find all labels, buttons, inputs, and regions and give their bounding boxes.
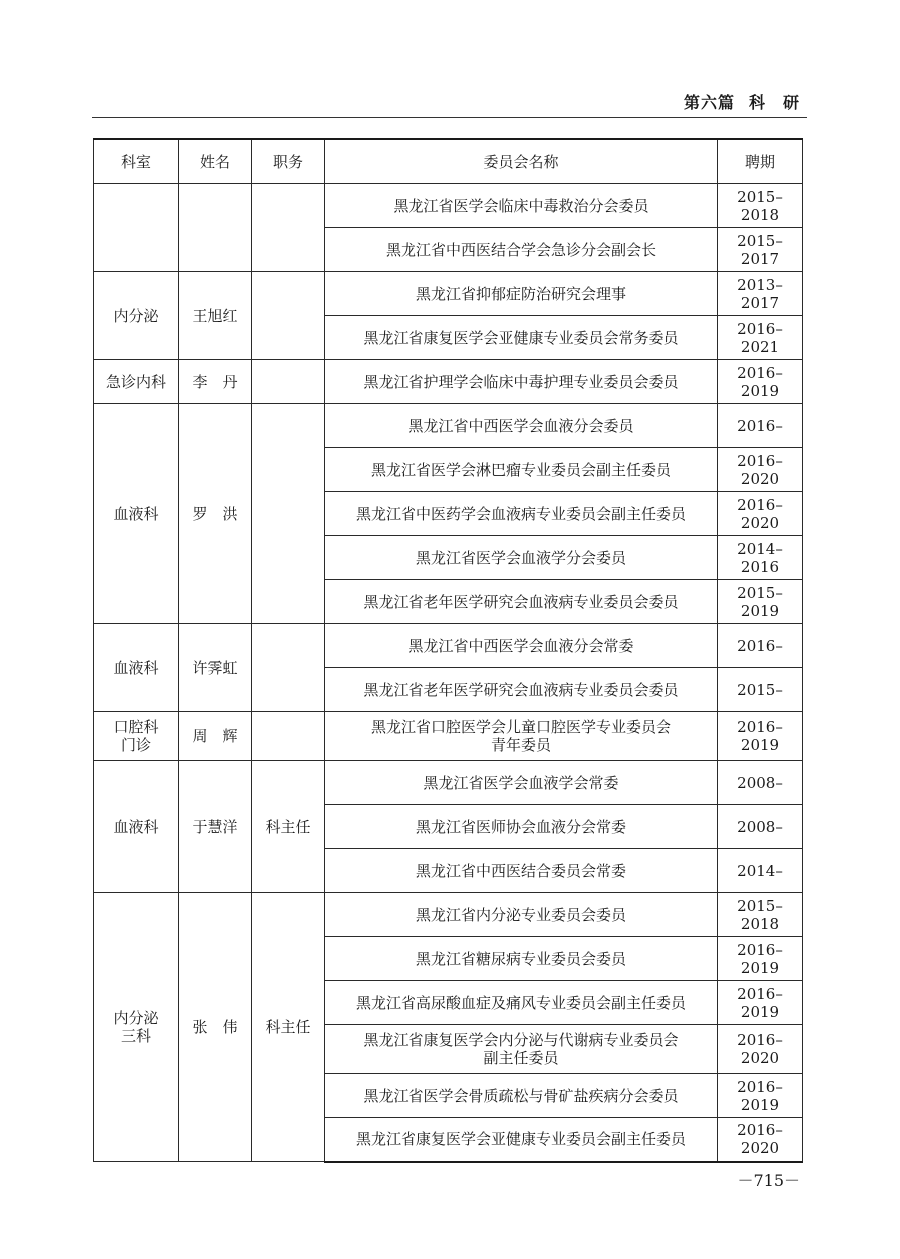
- dept-cell: 内分泌 三科: [94, 893, 179, 1162]
- header-committee: 委员会名称: [325, 139, 718, 184]
- role-cell: 科主任: [252, 893, 325, 1162]
- table-body: [94, 184, 803, 1162]
- name-cell: 张 伟: [179, 893, 252, 1162]
- term-cell: 2008–: [718, 805, 803, 849]
- table-row: [94, 893, 803, 937]
- dept-cell: 内分泌: [94, 272, 179, 360]
- term-cell: 2016–2020: [718, 1118, 803, 1162]
- committee-cell: 黑龙江省中西医结合学会急诊分会副会长: [325, 228, 718, 272]
- section-title: 科 研: [748, 93, 800, 112]
- term-cell: 2016–2020: [718, 1025, 803, 1074]
- name-cell: 于慧洋: [179, 761, 252, 893]
- term-cell: 2015–2018: [718, 893, 803, 937]
- table-row: [94, 272, 803, 316]
- term-cell: 2016–2019: [718, 937, 803, 981]
- role-cell: [252, 360, 325, 404]
- term-cell: 2008–: [718, 761, 803, 805]
- committee-cell: 黑龙江省内分泌专业委员会委员: [325, 893, 718, 937]
- term-cell: 2016–2019: [718, 712, 803, 761]
- term-cell: 2015–: [718, 668, 803, 712]
- dept-cell: [94, 184, 179, 272]
- role-cell: [252, 712, 325, 761]
- role-cell: 科主任: [252, 761, 325, 893]
- term-cell: 2015–2018: [718, 184, 803, 228]
- term-cell: 2016–2020: [718, 448, 803, 492]
- committee-cell: 黑龙江省医学会血液学分会委员: [325, 536, 718, 580]
- role-cell: [252, 624, 325, 712]
- role-cell: [252, 404, 325, 624]
- committee-cell: 黑龙江省医师协会血液分会常委: [325, 805, 718, 849]
- term-cell: 2014–2016: [718, 536, 803, 580]
- name-cell: 王旭红: [179, 272, 252, 360]
- committee-cell: 黑龙江省中西医结合委员会常委: [325, 849, 718, 893]
- term-cell: 2014–: [718, 849, 803, 893]
- running-head: [684, 90, 800, 113]
- committee-cell: 黑龙江省中医药学会血液病专业委员会副主任委员: [325, 492, 718, 536]
- committee-cell: 黑龙江省康复医学会亚健康专业委员会副主任委员: [325, 1118, 718, 1162]
- name-cell: 李 丹: [179, 360, 252, 404]
- name-cell: 罗 洪: [179, 404, 252, 624]
- table-row: [94, 761, 803, 805]
- committee-cell: 黑龙江省康复医学会亚健康专业委员会常务委员: [325, 316, 718, 360]
- role-cell: [252, 184, 325, 272]
- header-rule: [92, 117, 807, 118]
- committee-cell: 黑龙江省医学会淋巴瘤专业委员会副主任委员: [325, 448, 718, 492]
- committee-cell: 黑龙江省高尿酸血症及痛风专业委员会副主任委员: [325, 981, 718, 1025]
- table-row: [94, 712, 803, 761]
- table-row: [94, 360, 803, 404]
- term-cell: 2016–2019: [718, 360, 803, 404]
- table-row: [94, 184, 803, 228]
- dept-cell: 血液科: [94, 761, 179, 893]
- term-cell: 2015–2017: [718, 228, 803, 272]
- committee-cell: 黑龙江省医学会血液学会常委: [325, 761, 718, 805]
- committee-cell: 黑龙江省护理学会临床中毒护理专业委员会委员: [325, 360, 718, 404]
- committee-cell: 黑龙江省糖尿病专业委员会委员: [325, 937, 718, 981]
- header-name: 姓名: [179, 139, 252, 184]
- term-cell: 2016–2019: [718, 981, 803, 1025]
- committee-cell: 黑龙江省抑郁症防治研究会理事: [325, 272, 718, 316]
- term-cell: 2016–: [718, 624, 803, 668]
- dept-cell: 血液科: [94, 404, 179, 624]
- name-cell: 许霁虹: [179, 624, 252, 712]
- term-cell: 2016–2020: [718, 492, 803, 536]
- part-label: 第六篇: [683, 93, 735, 112]
- committee-cell: 黑龙江省中西医学会血液分会常委: [325, 624, 718, 668]
- term-cell: 2016–2019: [718, 1074, 803, 1118]
- dept-cell: 口腔科 门诊: [94, 712, 179, 761]
- committee-cell: 黑龙江省中西医学会血液分会委员: [325, 404, 718, 448]
- committee-cell: 黑龙江省老年医学研究会血液病专业委员会委员: [325, 668, 718, 712]
- table-row: [94, 624, 803, 668]
- committee-table: [93, 138, 803, 1163]
- table-row: [94, 404, 803, 448]
- dept-cell: 急诊内科: [94, 360, 179, 404]
- role-cell: [252, 272, 325, 360]
- dept-cell: 血液科: [94, 624, 179, 712]
- committee-cell: 黑龙江省医学会骨质疏松与骨矿盐疾病分会委员: [325, 1074, 718, 1118]
- committee-cell: 黑龙江省口腔医学会儿童口腔医学专业委员会 青年委员: [325, 712, 718, 761]
- committee-cell: 黑龙江省医学会临床中毒救治分会委员: [325, 184, 718, 228]
- committee-cell: 黑龙江省康复医学会内分泌与代谢病专业委员会 副主任委员: [325, 1025, 718, 1074]
- term-cell: 2013–2017: [718, 272, 803, 316]
- term-cell: 2016–: [718, 404, 803, 448]
- term-cell: 2015–2019: [718, 580, 803, 624]
- name-cell: [179, 184, 252, 272]
- header-term: 聘期: [718, 139, 803, 184]
- header-dept: 科室: [94, 139, 179, 184]
- header-role: 职务: [252, 139, 325, 184]
- name-cell: 周 辉: [179, 712, 252, 761]
- committee-cell: 黑龙江省老年医学研究会血液病专业委员会委员: [325, 580, 718, 624]
- table-header-row: [94, 139, 803, 184]
- page-number: －715－: [737, 1171, 800, 1190]
- term-cell: 2016–2021: [718, 316, 803, 360]
